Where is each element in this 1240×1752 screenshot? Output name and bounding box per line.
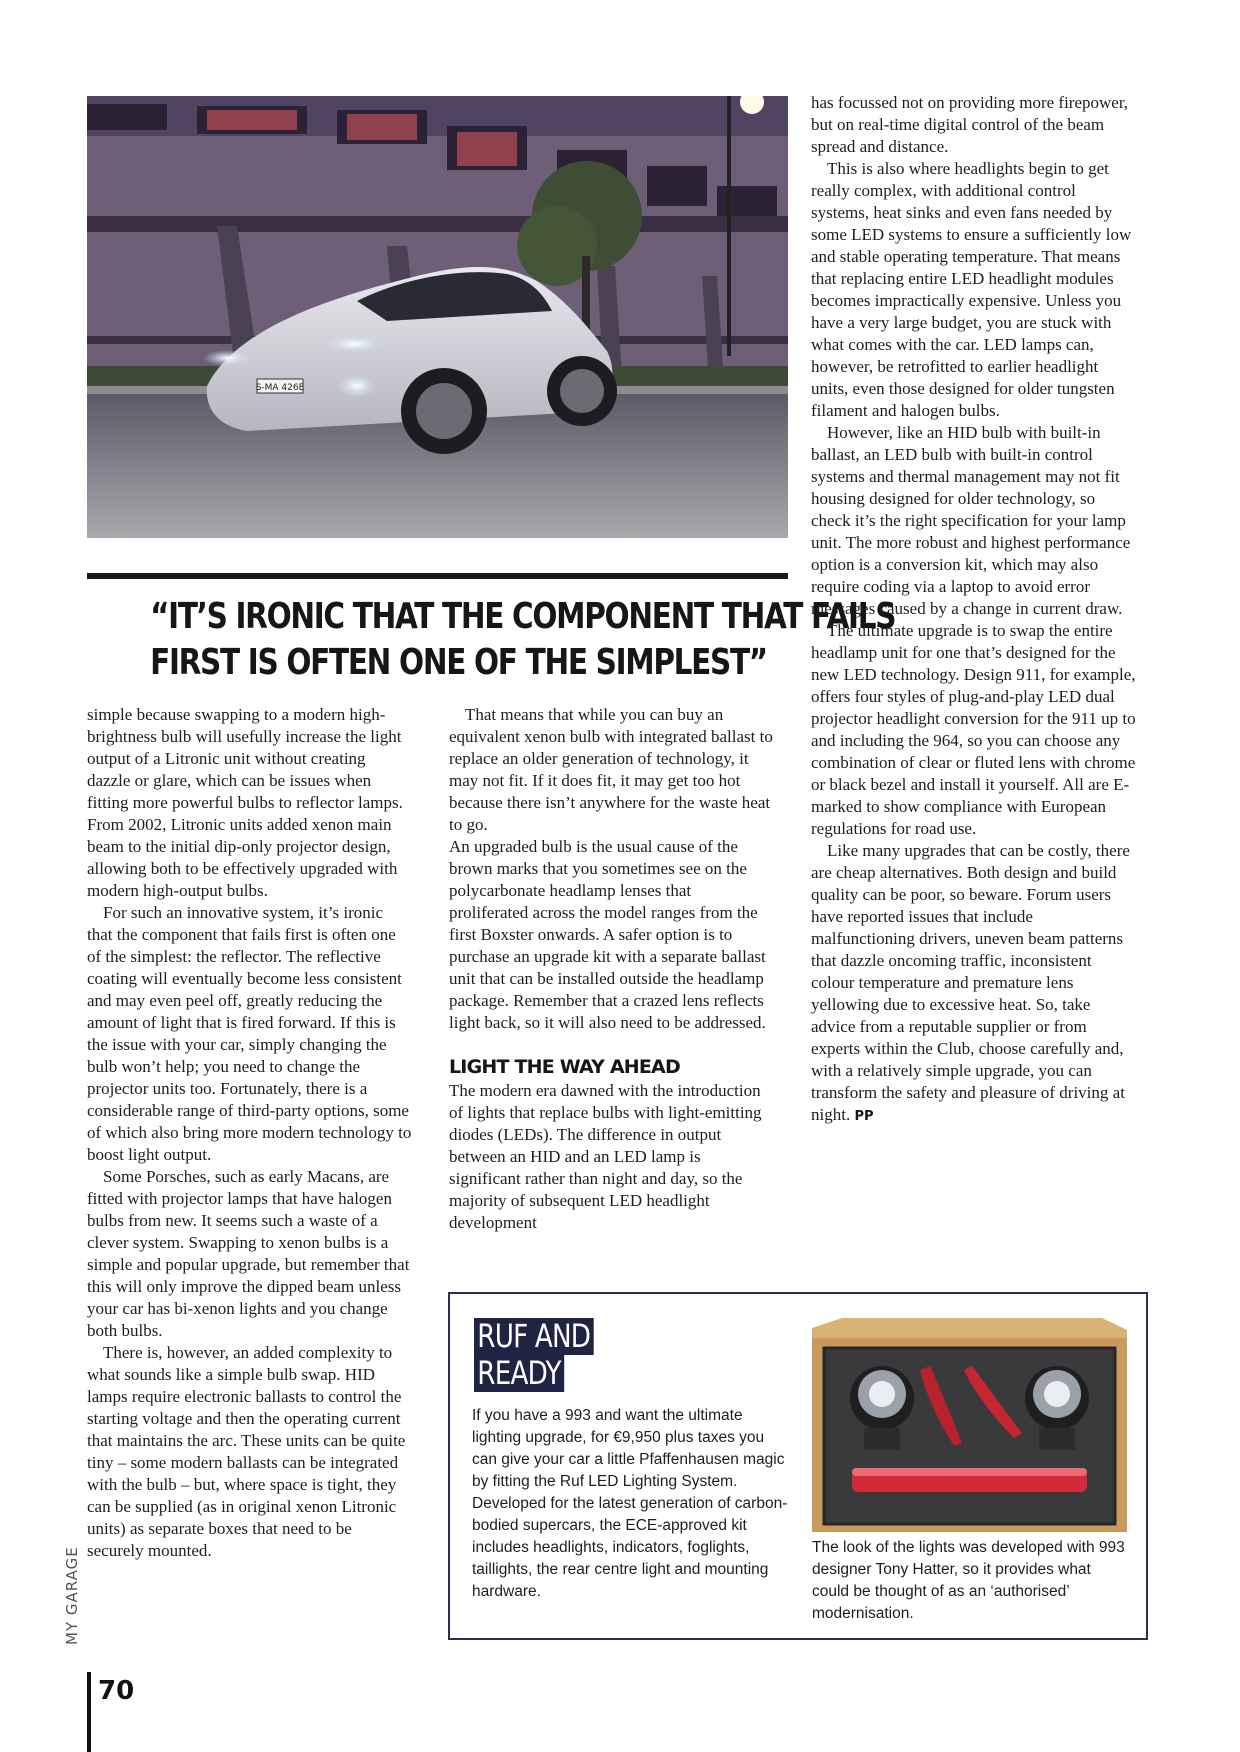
paragraph-text: Like many upgrades that can be costly, there are cheap alternatives. Both design and build quality can be poor, so beware. Forum users have reported issues that include malfunctioning drivers, uneven beam patterns that dazzle oncoming traffic, inconsistent colour temperature and premature lens yellowing due to excessive heat. So, take advice from a reputable supplier or from experts within the Club, choose carefully and, with a relatively simple upgrade, you can transform the safety and pleasure of driving at night. <box>811 841 1130 1124</box>
subheading: LIGHT THE WAY AHEAD <box>449 1056 680 1078</box>
paragraph: The ultimate upgrade is to swap the entire headlamp unit for one that’s designed for the new LED technology. Design 911, for example, offers four styles of plug-and-play LED dual projector headlight conversion for the 911 up to and including the 964, so you can choose any combination of clear or fluted lens with chrome or black bezel and install it yourself. All are E-marked to show compliance with European regulations for road use. <box>811 621 1136 838</box>
article-column-1 <box>87 704 412 1562</box>
folio-bar <box>87 1672 91 1752</box>
paragraph: That means that while you can buy an equivalent xenon bulb with integrated ballast to replace an older generation of technology, it may not fit. If it does fit, it may get too hot because there isn’t anywhere for the waste heat to go. <box>449 705 773 834</box>
page-number: 70 <box>98 1676 135 1706</box>
paragraph: simple because swapping to a modern high-brightness bulb will usefully increase the light output of a Litronic unit without creating dazzle or glare, which can be issues when fitting more powerful bulbs to reflector lamps. From 2002, Litronic units added xenon main beam to the initial dip-only projector design, allowing both to be effectively upgraded with modern high-output bulbs. <box>87 705 403 900</box>
sidebar-title-line2: READY <box>474 1355 564 1392</box>
porsche-macan-night-photo-icon <box>87 96 788 538</box>
paragraph: There is, however, an added complexity to what sounds like a simple bulb swap. HID lamps require electronic ballasts to control the starting voltage and then the operating current that maintains the arc. These units can be quite tiny – some modern ballasts can be integrated with the bulb – but, where space is tight, they can be supplied (as in original xenon Litronic units) as separate boxes that need to be securely mounted. <box>87 1343 406 1560</box>
sidebar-title <box>474 1318 620 1392</box>
pull-quote-line2: FIRST IS OFTEN ONE OF THE SIMPLEST” <box>150 642 767 683</box>
sidebar-title-line1: RUF AND <box>474 1318 593 1355</box>
paragraph: has focussed not on providing more firepower, but on real-time digital control of the beam spread and distance. <box>811 93 1129 156</box>
pull-quote-rule <box>87 573 788 579</box>
paragraph: The modern era dawned with the introduction of lights that replace bulbs with light-emitting diodes (LEDs). The difference in output between an HID and an LED lamp is significant rather than night and day, so the majority of subsequent LED headlight development <box>449 1081 762 1232</box>
hero-photo <box>87 96 788 538</box>
paragraph: For such an innovative system, it’s ironic that the component that fails first is often one of the simplest: the reflector. The reflective coating will eventually become less consistent and may even peel off, greatly reducing the amount of light that is fired forward. If this is the issue with your car, simply changing the bulb won’t help; you need to change the projector units too. Fortunately, there is a considerable range of third-party options, some of which also bring more modern technology to boost light output. <box>87 903 412 1164</box>
paragraph: This is also where headlights begin to get really complex, with additional control systems, heat sinks and even fans needed by some LED systems to ensure a sufficiently low and stable operating temperature. That means that replacing entire LED headlight modules becomes impractically expensive. Unless you have a very large budget, you are stuck with what comes with the car. LED lamps can, however, be retrofitted to earlier headlight units, even those designed for older tungsten filament and halogen bulbs. <box>811 159 1132 420</box>
sidebar-body: If you have a 993 and want the ultimate lighting upgrade, for €9,950 plus taxes you can give your car a little Pfaffenhausen magic by fitting the Ruf LED Lighting System. Developed for the latest generation of carbon-bodied supercars, the ECE-approved kit includes headlights, indicators, foglights, taillights, the rear centre light and mounting hardware. <box>472 1407 788 1600</box>
author-signoff: PP <box>854 1109 874 1124</box>
led-kit-box-icon <box>812 1318 1127 1532</box>
paragraph <box>811 840 1136 1128</box>
paragraph: Some Porsches, such as early Macans, are fitted with projector lamps that have halogen bulbs from new. It seems such a waste of a clever system. Swapping to xenon bulbs is a simple and popular upgrade, but remember that this will only improve the dipped beam unless your car has bi-xenon lights and you change both bulbs. <box>87 1167 410 1340</box>
paragraph: However, like an HID bulb with built-in ballast, an LED bulb with built-in control systems and thermal management may not fit housing designed for older technology, so check it’s the right specification for your lamp unit. The more robust and highest performance option is a conversion kit, which may also require coding via a laptop to avoid error messages caused by a change in current draw. <box>811 423 1131 618</box>
pull-quote-line1: “IT’S IRONIC THAT THE COMPONENT THAT FAILS <box>150 596 896 637</box>
ruf-lighting-kit-photo <box>812 1318 1127 1532</box>
pull-quote <box>150 594 896 686</box>
article-column-3 <box>811 92 1136 1128</box>
section-label: MY GARAGE <box>63 1546 81 1645</box>
article-column-2 <box>449 704 774 1234</box>
plate-text: S-MA 426E <box>255 383 305 393</box>
photo-caption: The look of the lights was developed with 993 designer Tony Hatter, so it provides what could be thought of as an ‘authorised’ modernisation. <box>812 1539 1125 1622</box>
paragraph: An upgraded bulb is the usual cause of the brown marks that you sometimes see on the polycarbonate headlamp lenses that proliferated across the model ranges from the first Boxster onwards. A safer option is to purchase an upgrade kit with a separate ballast unit that can be installed outside the headlamp package. Remember that a crazed lens reflects light back, so it will also need to be addressed. <box>449 837 766 1032</box>
